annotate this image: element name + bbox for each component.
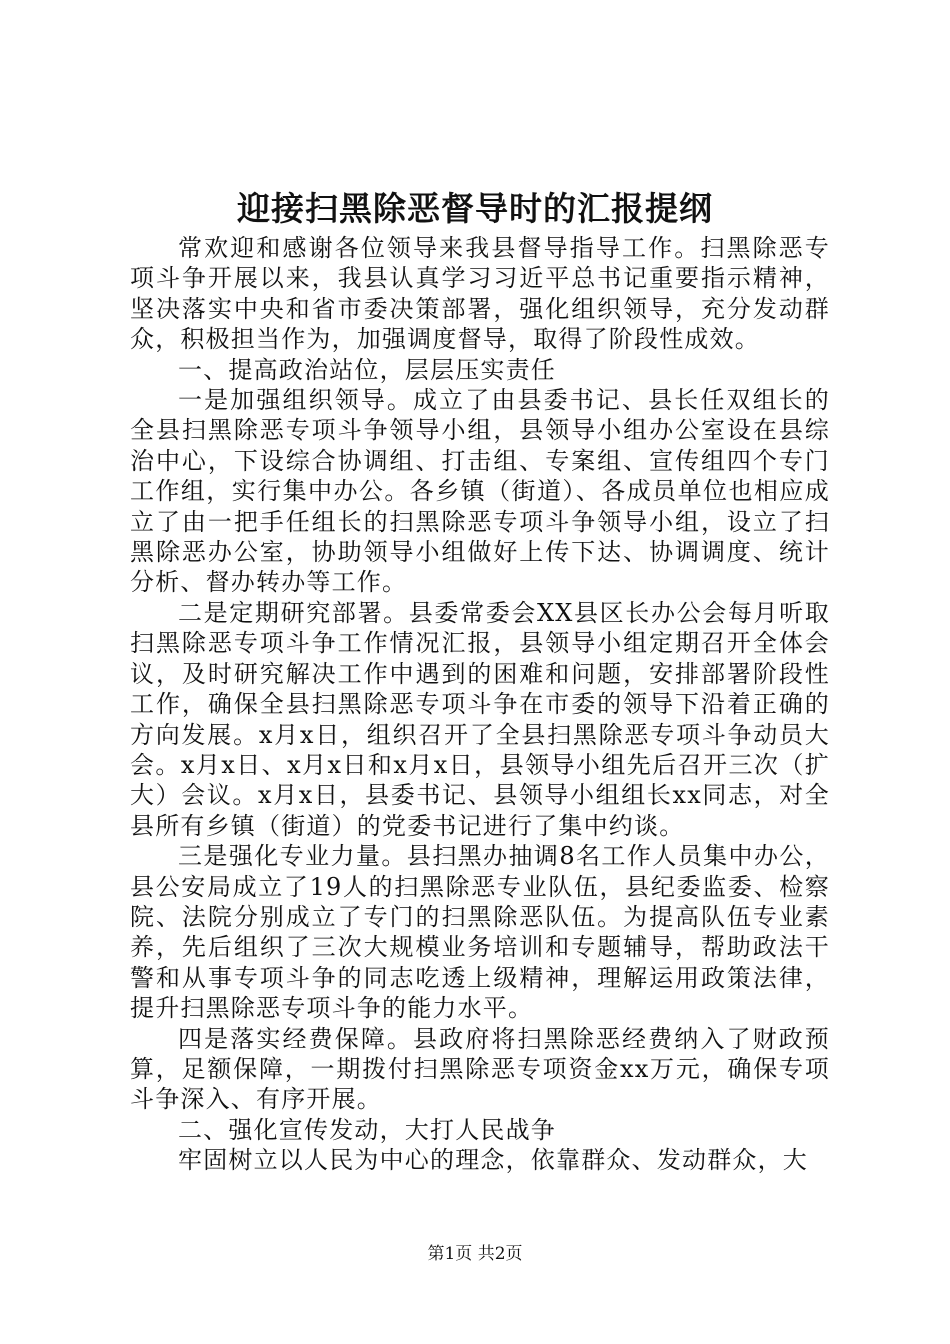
paragraph-funding: 四是落实经费保障。县政府将扫黑除恶经费纳入了财政预算，足额保障，一期拨付扫黑除恶专项资金xx万元，确保专项斗争深入、有序开展。 [130, 1024, 830, 1114]
paragraph-people-centered: 牢固树立以人民为中心的理念，依靠群众、发动群众，大 [178, 1146, 808, 1175]
document-body [130, 233, 830, 1176]
section-heading-1: 一、提高政治站位，层层压实责任 [178, 355, 556, 384]
intro-paragraph: 常欢迎和感谢各位领导来我县督导指导工作。扫黑除恶专项斗争开展以来，我县认真学习习近平总书记重要指示精神，坚决落实中央和省市委决策部署，强化组织领导，充分发动群众，积极担当作为，加强调度督导，取得了阶段性成效。 [130, 234, 830, 354]
paragraph-organization: 一是加强组织领导。成立了由县委书记、县长任双组长的全县扫黑除恶专项斗争领导小组，县领导小组办公室设在县综治中心，下设综合协调组、打击组、专案组、宣传组四个专门工作组，实行集中办公。各乡镇（街道）、各成员单位也相应成立了由一把手任组长的扫黑除恶专项斗争领导小组，设立了扫黑除恶办公室，协助领导小组做好上传下达、协调调度、统计分析、督办转办等工作。 [130, 386, 830, 597]
section-heading-2: 二、强化宣传发动，大打人民战争 [178, 1115, 556, 1144]
page-footer: 第1页 共2页 [427, 1244, 523, 1264]
paragraph-professional-force: 三是强化专业力量。县扫黑办抽调8名工作人员集中办公，县公安局成立了19人的扫黑除恶专业队伍，县纪委监委、检察院、法院分别成立了专门的扫黑除恶队伍。为提高队伍专业素养，先后组织了三次大规模业务培训和专题辅导，帮助政法干警和从事专项斗争的同志吃透上级精神，理解运用政策法律，提升扫黑除恶专项斗争的能力水平。 [130, 842, 830, 1023]
paragraph-deployment: 二是定期研究部署。县委常委会XX县区长办公会每月听取扫黑除恶专项斗争工作情况汇报，县领导小组定期召开全体会议，及时研究解决工作中遇到的困难和问题，安排部署阶段性工作，确保全县扫黑除恶专项斗争在市委的领导下沿着正确的方向发展。x月x日，组织召开了全县扫黑除恶专项斗争动员大会。x月x日、x月x日和x月x日，县领导小组先后召开三次（扩大）会议。x月x日，县委书记、县领导小组组长xx同志，对全县所有乡镇（街道）的党委书记进行了集中约谈。 [130, 598, 830, 840]
document-title: 迎接扫黑除恶督导时的汇报提纲 [237, 189, 713, 228]
